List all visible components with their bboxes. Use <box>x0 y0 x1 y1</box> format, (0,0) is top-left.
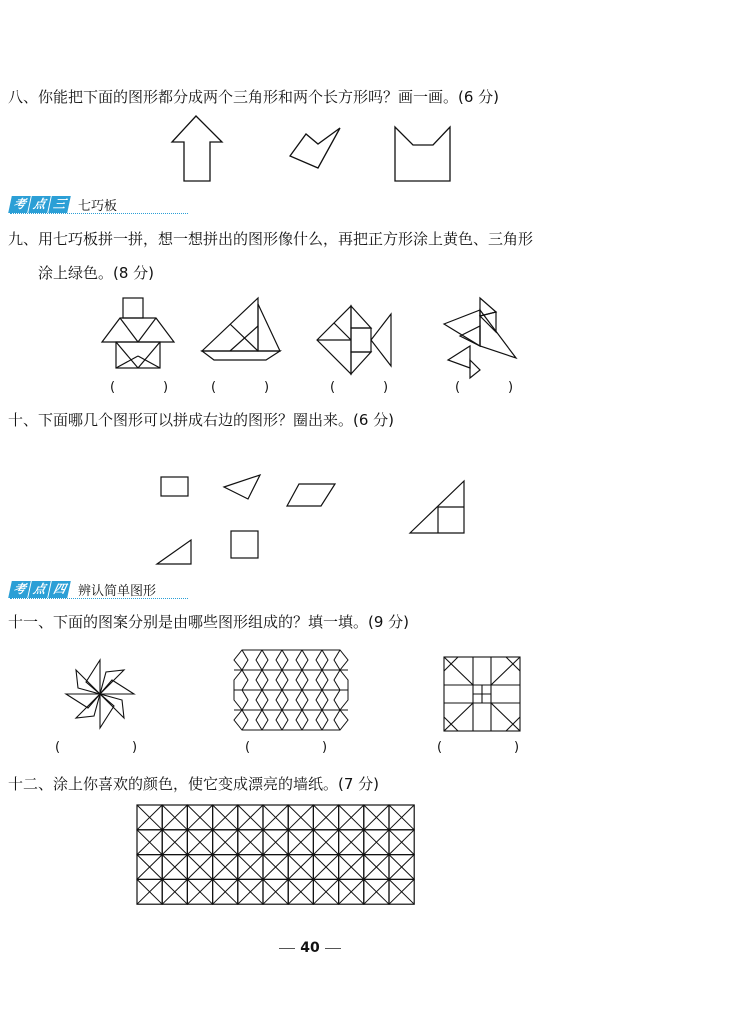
paren-left: ( <box>245 740 251 755</box>
wallpaper-cell[interactable] <box>162 830 187 855</box>
wallpaper-grid[interactable] <box>136 804 416 906</box>
wallpaper-cell[interactable] <box>187 830 212 855</box>
option-triangle-1[interactable] <box>222 473 262 501</box>
option-triangle-2[interactable] <box>155 538 195 566</box>
paren-right: ) <box>132 740 138 755</box>
paren-right: ) <box>514 740 520 755</box>
answer-blank-6[interactable] <box>245 740 328 755</box>
badge-char: 四 <box>48 581 71 598</box>
wallpaper-cell[interactable] <box>389 830 414 855</box>
wallpaper-cell[interactable] <box>263 830 288 855</box>
paren-left: ( <box>437 740 443 755</box>
question-10: 十、下面哪几个图形可以拼成右边的图形？圈出来。(6 分) <box>8 411 395 429</box>
wallpaper-cell[interactable] <box>238 830 263 855</box>
square-cross-pattern <box>443 656 521 732</box>
answer-blank-3[interactable] <box>330 380 389 395</box>
answer-blank-1[interactable] <box>110 380 169 395</box>
wallpaper-cell[interactable] <box>162 879 187 904</box>
badge-char: 点 <box>28 581 51 598</box>
page-number: 40 <box>270 940 350 956</box>
paren-right: ) <box>163 380 169 395</box>
paren-right: ) <box>383 380 389 395</box>
section-header-3 <box>10 194 117 214</box>
wallpaper-cell[interactable] <box>213 830 238 855</box>
wallpaper-cell[interactable] <box>364 830 389 855</box>
wallpaper-cell[interactable] <box>187 855 212 880</box>
section-title: 辨认简单图形 <box>78 583 157 599</box>
answer-blank-2[interactable] <box>211 380 270 395</box>
wallpaper-cell[interactable] <box>313 805 338 830</box>
wallpaper-cell[interactable] <box>263 879 288 904</box>
wallpaper-cell[interactable] <box>263 855 288 880</box>
wallpaper-cell[interactable] <box>313 879 338 904</box>
wallpaper-cell[interactable] <box>288 805 313 830</box>
wallpaper-cell[interactable] <box>238 855 263 880</box>
section-underline <box>10 213 188 214</box>
wallpaper-cell[interactable] <box>339 805 364 830</box>
badge-char: 考 <box>8 581 31 598</box>
arrow-shape <box>170 114 230 184</box>
wallpaper-cell[interactable] <box>213 879 238 904</box>
badge-char: 考 <box>8 196 31 213</box>
wallpaper-cell[interactable] <box>339 879 364 904</box>
wallpaper-cell[interactable] <box>339 855 364 880</box>
tangram-fish <box>315 300 395 376</box>
paren-left: ( <box>330 380 336 395</box>
wallpaper-cell[interactable] <box>364 855 389 880</box>
wallpaper-cell[interactable] <box>288 855 313 880</box>
wallpaper-cell[interactable] <box>313 855 338 880</box>
wallpaper-cell[interactable] <box>187 879 212 904</box>
target-figure <box>408 479 468 535</box>
wallpaper-cell[interactable] <box>137 805 162 830</box>
wallpaper-cell[interactable] <box>238 879 263 904</box>
paren-left: ( <box>455 380 461 395</box>
answer-blank-7[interactable] <box>437 740 520 755</box>
tangram-house <box>100 296 180 376</box>
wallpaper-cell[interactable] <box>187 805 212 830</box>
wallpaper-cell[interactable] <box>137 830 162 855</box>
question-11: 十一、下面的图案分别是由哪些图形组成的？填一填。(9 分) <box>8 613 410 631</box>
paren-left: ( <box>110 380 116 395</box>
wallpaper-cell[interactable] <box>313 830 338 855</box>
question-9-line1: 九、用七巧板拼一拼，想一想拼出的图形像什么，再把正方形涂上黄色、三角形 <box>8 230 534 248</box>
tangram-boat <box>200 296 282 366</box>
question-8: 八、你能把下面的图形都分成两个三角形和两个长方形吗？画一画。(6 分) <box>8 88 500 106</box>
arrow-bent-shape <box>288 124 348 174</box>
section-badge <box>10 196 70 213</box>
wallpaper-cell[interactable] <box>137 879 162 904</box>
paren-left: ( <box>211 380 217 395</box>
section-title: 七巧板 <box>78 198 118 214</box>
wallpaper-cell[interactable] <box>364 879 389 904</box>
wallpaper-cell[interactable] <box>389 879 414 904</box>
badge-char: 三 <box>48 196 71 213</box>
wallpaper-cell[interactable] <box>288 879 313 904</box>
wallpaper-cell[interactable] <box>137 855 162 880</box>
wallpaper-cell[interactable] <box>162 805 187 830</box>
option-rectangle[interactable] <box>160 476 190 498</box>
wallpaper-cell[interactable] <box>389 805 414 830</box>
badge-char: 点 <box>28 196 51 213</box>
section-underline <box>10 598 188 599</box>
paren-right: ) <box>322 740 328 755</box>
tangram-bird <box>440 296 520 380</box>
answer-blank-5[interactable] <box>55 740 138 755</box>
wallpaper-cell[interactable] <box>389 855 414 880</box>
paren-right: ) <box>264 380 270 395</box>
wallpaper-cell[interactable] <box>213 805 238 830</box>
wallpaper-cell[interactable] <box>364 805 389 830</box>
answer-blank-4[interactable] <box>455 380 514 395</box>
wallpaper-cell[interactable] <box>213 855 238 880</box>
paren-right: ) <box>508 380 514 395</box>
section-header-4 <box>10 579 156 599</box>
option-parallelogram[interactable] <box>285 482 337 508</box>
section-badge <box>10 581 70 598</box>
paren-left: ( <box>55 740 61 755</box>
wallpaper-cell[interactable] <box>339 830 364 855</box>
option-square[interactable] <box>230 530 260 560</box>
wallpaper-cell[interactable] <box>238 805 263 830</box>
pinwheel-pattern <box>64 658 136 730</box>
cup-shape <box>393 125 453 185</box>
question-12: 十二、涂上你喜欢的颜色，使它变成漂亮的墙纸。(7 分) <box>8 775 380 793</box>
wallpaper-cell[interactable] <box>288 830 313 855</box>
question-9-line2: 涂上绿色。(8 分) <box>38 264 155 282</box>
wallpaper-cell[interactable] <box>162 855 187 880</box>
wallpaper-cell[interactable] <box>263 805 288 830</box>
hexagon-tile-pattern <box>232 648 350 732</box>
